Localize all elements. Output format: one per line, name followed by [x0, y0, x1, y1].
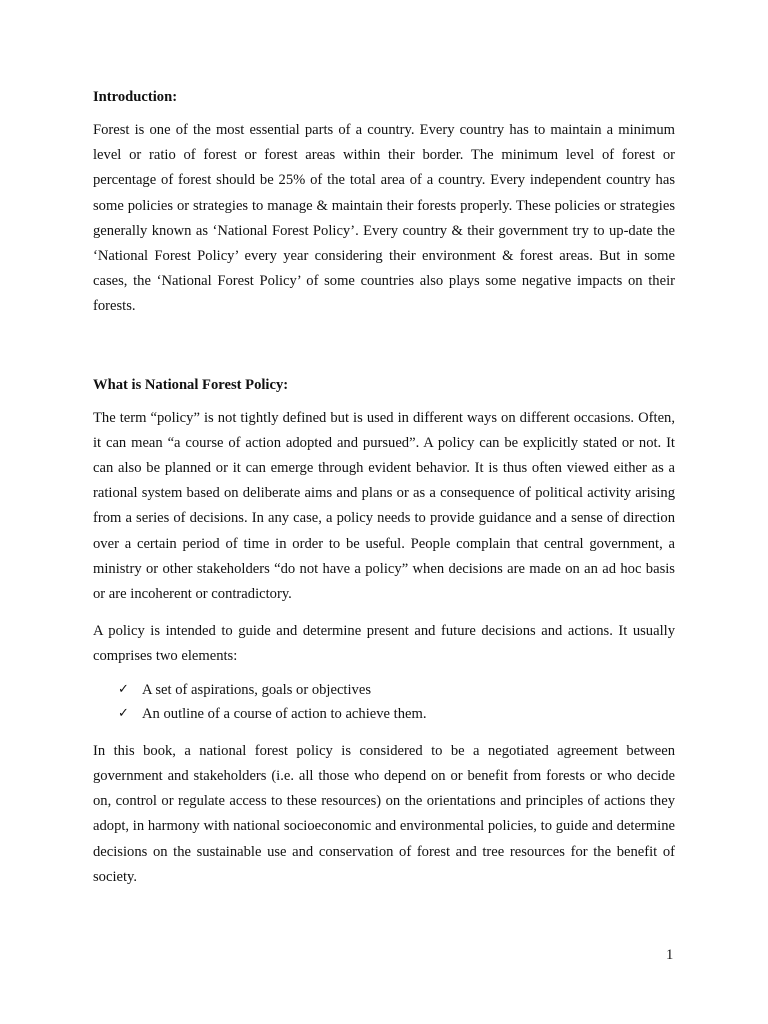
book-definition-paragraph: In this book, a national forest policy is considered to be a negotiated agreement between government and stakeholders (i.e. all those who depend on or benefit from forests or who decide on, control or regulate access to these resources) on the orientations and principles of actions they adopt, in harmony with national socioeconomic and environmental policies, to guide and determine decisions on the sustainable use and conservation of forest and tree resources for the benefit of society.	[93, 742, 675, 885]
page-content	[93, 88, 675, 890]
list-item	[93, 678, 675, 703]
introduction-paragraph: Forest is one of the most essential parts of a country. Every country has to maintain a minimum level or ratio of forest or forest areas within their border. The minimum level of forest or percentage of forest should be 25% of the total area of a country. Every independent country has some policies or strategies to manage & maintain their forests properly. These policies or strategies generally known as ‘National Forest Policy’. Every country & their government try to up-date the ‘National Forest Policy’ every year considering their environment & forest areas. But in some cases, the ‘National Forest Policy’ of some countries also plays some negative impacts on their forests.	[93, 122, 675, 315]
list-item	[93, 702, 675, 727]
list-item-text: A set of aspirations, goals or objectives	[142, 681, 371, 698]
introduction-heading: Introduction:	[93, 89, 178, 105]
checkmark-icon: ✓	[118, 681, 129, 697]
list-item-text: An outline of a course of action to achieve them.	[142, 706, 427, 723]
page-number: 1	[666, 947, 674, 963]
policy-definition-paragraph: The term “policy” is not tightly defined but is used in different ways on different occasions. Often, it can mean “a course of action adopted and pursued”. A policy can be explicitly stated or not. It can also be planned or it can emerge through evident behavior. It is thus often viewed either as a rational system based on deliberate aims and plans or as a consequence of political activity arising from a series of decisions. In any case, a policy needs to provide guidance and a sense of direction over a certain period of time in order to be useful. People complain that central government, a ministry or other stakeholders “do not have a policy” when decisions are made on an ad hoc basis or are incoherent or contradictory.	[93, 409, 675, 603]
policy-elements-list	[93, 678, 675, 727]
checkmark-icon: ✓	[118, 706, 129, 722]
national-forest-policy-heading: What is National Forest Policy:	[93, 376, 289, 393]
policy-elements-paragraph: A policy is intended to guide and determine present and future decisions and actions. It usually comprises two elements:	[93, 623, 675, 665]
